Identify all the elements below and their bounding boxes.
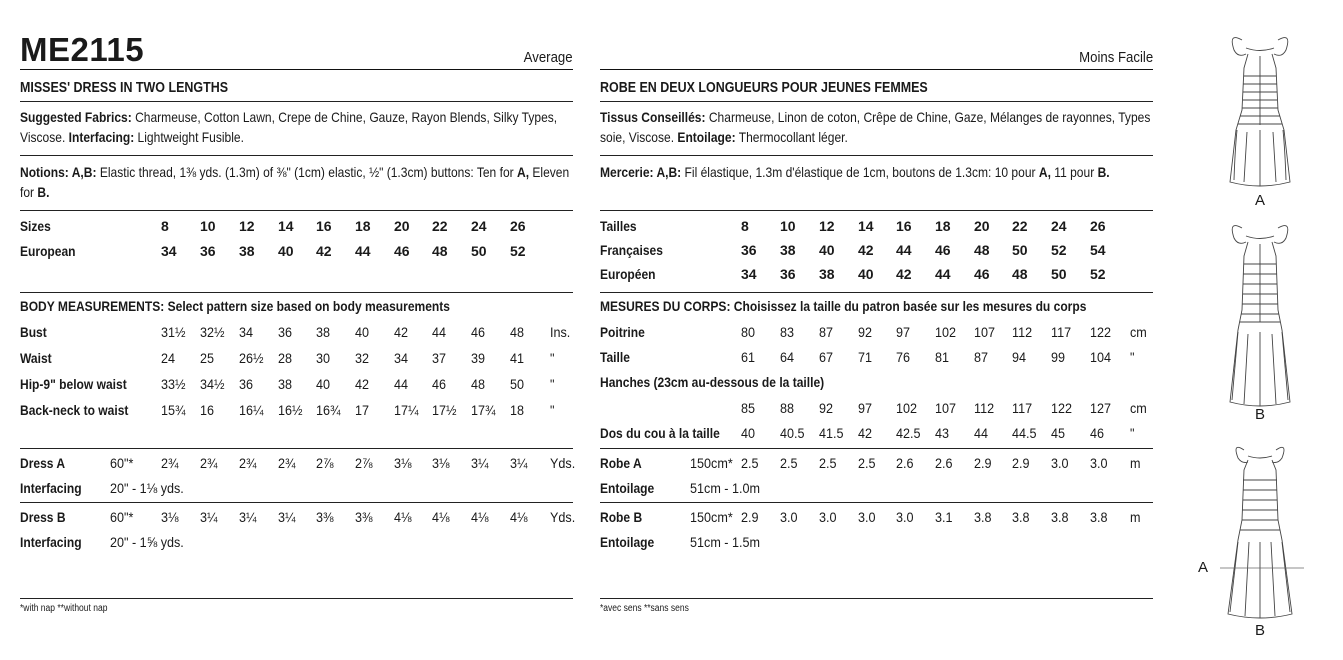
value-cell: 16¼ [239,402,264,418]
unit-label: Yds. [550,455,576,471]
unit-label: m [1130,509,1141,525]
row-label: Sizes [20,218,51,234]
body-measurements-heading: BODY MEASUREMENTS: Select pattern size based on body measurements [20,298,450,314]
interfacing-b-row [20,534,573,554]
yardage-cell: 3.0 [1090,455,1108,471]
notions-paragraph [20,162,570,202]
yardage-cell: 3¼ [471,455,489,471]
yardage-cell: 2.5 [780,455,798,471]
length-label-a: A [1198,559,1209,576]
entoilage-b-row [600,534,1153,554]
european-row [600,266,1153,286]
fabrics-paragraph [600,107,1150,147]
european-row [20,243,573,263]
yardage-cell: 3¼ [278,509,296,525]
size-cell: 24 [471,218,487,234]
size-cell: 46 [935,242,951,258]
sketch-label-b: B [1255,406,1266,423]
measurement-row [20,376,573,396]
dress-back-sketch [1228,447,1292,618]
value-cell: 34 [394,350,409,366]
divider [600,598,1153,599]
value-cell: 44 [394,376,409,392]
yardage-cell: 3⅛ [161,509,179,525]
measurement-row [600,324,1153,344]
yardage-cell: 3.8 [974,509,992,525]
notions-a: A, [1038,164,1051,180]
unit-label: m [1130,455,1141,471]
length-label-b: B [1255,622,1266,639]
size-cell: 44 [896,242,912,258]
size-cell: 12 [239,218,255,234]
size-cell: 48 [1012,266,1028,282]
yardage-cell: 2.6 [896,455,914,471]
size-cell: 14 [858,218,874,234]
interfacing-label: Entoilage: [677,129,736,145]
value-cell: 67 [819,349,834,365]
yardage-cell: 4⅛ [510,509,528,525]
value-cell: 42 [858,425,873,441]
size-cell: 44 [355,243,371,259]
row-label: Interfacing [20,534,82,550]
value-cell: 40 [741,425,756,441]
notions-paragraph [600,162,1150,182]
value-cell: 48 [510,324,525,340]
size-cell: 42 [896,266,912,282]
notions-text: Fil élastique, 1.3m d'élastique de 1cm, boutons de 1.3cm: 10 pour [684,164,1036,180]
value-cell: 36 [239,376,254,392]
value-cell: 17¼ [394,402,419,418]
notions-b: B. [37,184,50,200]
size-cell: 52 [1090,266,1106,282]
yardage-cell: 3¼ [510,455,528,471]
value-cell: 88 [780,400,795,416]
value-cell: 41.5 [819,425,844,441]
value-cell: 28 [278,350,293,366]
value-cell: 104 [1090,349,1112,365]
size-cell: 34 [741,266,757,282]
size-cell: 22 [432,218,448,234]
size-cell: 54 [1090,242,1106,258]
size-cell: 40 [858,266,874,282]
yardage-cell: 2.5 [858,455,876,471]
row-label: Robe A [600,455,642,471]
yardage-cell: 2¾ [239,455,257,471]
size-cell: 52 [510,243,526,259]
yardage-cell: 3¼ [239,509,257,525]
fabrics-text: Charmeuse, Linon de coton, Crêpe de Chine, Gaze, Mélanges de rayonnes, Types soie, Viscose. [600,109,1151,145]
value-cell: 87 [819,324,834,340]
value-cell: 99 [1051,349,1066,365]
size-cell: 20 [394,218,410,234]
value-cell: 24 [161,350,176,366]
value-cell: 40 [316,376,331,392]
yardage-cell: 2⅞ [355,455,373,471]
dress-a-sketch [1230,38,1290,186]
size-cell: 40 [819,242,835,258]
value-cell: 17½ [432,402,457,418]
value-cell: 122 [1051,400,1073,416]
garment-sketches [1180,0,1343,660]
pattern-title: MISSES' DRESS IN TWO LENGTHS [20,80,229,96]
value-cell: 92 [858,324,873,340]
value-cell: 18 [510,402,525,418]
value-cell: 97 [896,324,911,340]
value-cell: 37 [432,350,447,366]
interfacing-text: Lightweight Fusible. [137,129,244,145]
row-label: Françaises [600,242,663,258]
value-cell: 42 [394,324,409,340]
value-cell: 117 [1051,324,1072,340]
divider [20,598,573,599]
value-cell: 50 [510,376,525,392]
value-cell: 76 [896,349,911,365]
divider [600,155,1153,156]
value-cell: 38 [316,324,331,340]
value-cell: 33½ [161,376,186,392]
value-cell: 97 [858,400,873,416]
yardage-cell: 2.9 [1012,455,1030,471]
unit-label: cm [1130,324,1147,340]
row-label: Dress B [20,509,66,525]
size-cell: 18 [355,218,371,234]
interfacing-amount: 51cm - 1.0m [690,480,761,496]
value-cell: 41 [510,350,525,366]
value-cell: 39 [471,350,486,366]
unit-label: " [550,350,555,366]
row-label: Interfacing [20,480,82,496]
sizes-row [600,218,1153,238]
measurement-row [20,402,573,422]
value-cell: 30 [316,350,331,366]
value-cell: 36 [278,324,293,340]
row-label: Bust [20,324,47,340]
fabric-width: 150cm* [690,509,733,525]
divider [20,502,573,503]
fabrics-label: Suggested Fabrics: [20,109,132,125]
yardage-cell: 3⅛ [394,455,412,471]
size-cell: 48 [974,242,990,258]
yardage-cell: 4⅛ [394,509,412,525]
size-cell: 50 [471,243,487,259]
sizes-row [20,218,573,238]
fabrics-text: Charmeuse, Cotton Lawn, Crepe de Chine, Gauze, Rayon Blends, Silky Types, Viscose. [20,109,558,145]
value-cell: 127 [1090,400,1112,416]
value-cell: 46 [432,376,447,392]
unit-label: cm [1130,400,1147,416]
divider [600,292,1153,293]
row-label: Entoilage [600,480,655,496]
yardage-cell: 3.0 [780,509,798,525]
robe-b-row [600,509,1153,529]
row-label: Robe B [600,509,643,525]
value-cell: 46 [1090,425,1105,441]
value-cell: 25 [200,350,215,366]
yardage-cell: 3⅜ [355,509,373,525]
row-label: Hip-9" below waist [20,376,127,392]
row-label: Waist [20,350,52,366]
interfacing-amount: 51cm - 1.5m [690,534,761,550]
fabrics-paragraph [20,107,570,147]
divider [20,69,573,70]
interfacing-text: Thermocollant léger. [738,129,848,145]
value-cell: 80 [741,324,756,340]
yardage-cell: 2¾ [200,455,218,471]
pattern-number: ME2115 [20,31,145,68]
interfacing-amount: 20" - 1⅝ yds. [110,534,184,550]
unit-label: Ins. [550,324,571,340]
yardage-cell: 3.0 [819,509,837,525]
footnote: *with nap **without nap [20,603,108,614]
interfacing-a-row [20,480,573,500]
size-cell: 42 [858,242,874,258]
value-cell: 112 [1012,324,1033,340]
value-cell: 85 [741,400,756,416]
divider [20,210,573,211]
size-cell: 40 [278,243,294,259]
divider [600,69,1153,70]
yardage-cell: 3.8 [1051,509,1069,525]
size-cell: 8 [161,218,169,234]
size-cell: 46 [394,243,410,259]
divider [20,155,573,156]
value-cell: 16½ [278,402,303,418]
yardage-cell: 3.0 [858,509,876,525]
value-cell: 40.5 [780,425,805,441]
row-label: Hanches (23cm au-dessous de la taille) [600,374,825,390]
size-cell: 42 [316,243,332,259]
value-cell: 46 [471,324,486,340]
size-cell: 46 [974,266,990,282]
row-label: Européen [600,266,656,282]
value-cell: 81 [935,349,950,365]
yardage-cell: 2⅞ [316,455,334,471]
size-cell: 16 [896,218,912,234]
size-cell: 38 [780,242,796,258]
yardage-cell: 3.0 [896,509,914,525]
value-cell: 17 [355,402,370,418]
value-cell: 38 [278,376,293,392]
value-cell: 16¾ [316,402,341,418]
interfacing-amount: 20" - 1⅛ yds. [110,480,184,496]
row-label: European [20,243,76,259]
dress-b-sketch [1230,226,1290,406]
value-cell: 32 [355,350,370,366]
size-cell: 38 [239,243,255,259]
size-cell: 34 [161,243,177,259]
value-cell: 87 [974,349,989,365]
value-cell: 44.5 [1012,425,1037,441]
size-cell: 20 [974,218,990,234]
value-cell: 34½ [200,376,225,392]
value-cell: 40 [355,324,370,340]
difficulty-level: Average [524,49,573,66]
value-cell: 71 [858,349,873,365]
fabric-width: 150cm* [690,455,733,471]
size-cell: 12 [819,218,835,234]
row-label: Dos du cou à la taille [600,425,720,441]
value-cell: 48 [471,376,486,392]
value-cell: 42 [355,376,370,392]
value-cell: 112 [974,400,995,416]
size-cell: 18 [935,218,951,234]
row-label: Entoilage [600,534,655,550]
divider [20,101,573,102]
notions-text: Elastic thread, 1⅜ yds. (1.3m) of ⅜" (1cm) elastic, ½" (1.3cm) buttons: Ten for [99,164,514,180]
row-label: Taille [600,349,630,365]
size-cell: 36 [780,266,796,282]
divider [20,292,573,293]
unit-label: " [550,402,555,418]
yardage-cell: 4⅛ [471,509,489,525]
size-cell: 50 [1012,242,1028,258]
size-cell: 16 [316,218,332,234]
size-cell: 48 [432,243,448,259]
size-cell: 10 [780,218,796,234]
yardage-cell: 2.5 [741,455,759,471]
value-cell: 107 [935,400,957,416]
notions-mid: Eleven for [20,164,570,200]
yardage-cell: 3¼ [200,509,218,525]
unit-label: " [1130,349,1135,365]
entoilage-a-row [600,480,1153,500]
fabrics-label: Tissus Conseillés: [600,109,706,125]
divider [20,448,573,449]
value-cell: 43 [935,425,950,441]
yardage-cell: 2¾ [161,455,179,471]
value-cell: 34 [239,324,254,340]
value-cell: 17¾ [471,402,496,418]
yardage-cell: 3.1 [935,509,953,525]
yardage-cell: 3⅛ [432,455,450,471]
robe-a-row [600,455,1153,475]
interfacing-label: Interfacing: [68,129,135,145]
francaises-row [600,242,1153,262]
size-cell: 26 [1090,218,1106,234]
yardage-cell: 3⅜ [316,509,334,525]
value-cell: 107 [974,324,996,340]
value-cell: 117 [1012,400,1033,416]
row-label: Poitrine [600,324,645,340]
size-cell: 36 [741,242,757,258]
dress-b-row [20,509,576,529]
measurement-row [600,349,1153,369]
difficulty-level: Moins Facile [1078,49,1153,66]
value-cell: 45 [1051,425,1066,441]
value-cell: 83 [780,324,795,340]
body-measurements-heading: MESURES DU CORPS: Choisissez la taille du patron basée sur les mesures du corps [600,298,1087,314]
fabric-width: 60"* [110,509,134,525]
yardage-cell: 3.8 [1090,509,1108,525]
size-cell: 50 [1051,266,1067,282]
notions-a: A, [516,164,530,180]
value-cell: 122 [1090,324,1112,340]
measurement-row [600,400,1153,420]
value-cell: 102 [896,400,918,416]
size-cell: 24 [1051,218,1067,234]
size-cell: 10 [200,218,216,234]
yardage-cell: 2.9 [741,509,759,525]
dress-a-row [20,455,576,475]
yardage-cell: 2¾ [278,455,296,471]
notions-mid: 11 pour [1054,164,1095,180]
unit-label: Yds. [550,509,576,525]
size-cell: 52 [1051,242,1067,258]
notions-b: B. [1097,164,1110,180]
divider [600,448,1153,449]
yardage-cell: 3.8 [1012,509,1030,525]
size-cell: 8 [741,218,749,234]
size-cell: 44 [935,266,951,282]
divider [600,502,1153,503]
divider [600,101,1153,102]
value-cell: 102 [935,324,957,340]
size-cell: 22 [1012,218,1028,234]
yardage-cell: 2.5 [819,455,837,471]
notions-label: Notions: A,B: [20,164,97,180]
size-cell: 38 [819,266,835,282]
value-cell: 94 [1012,349,1027,365]
measurement-row [20,350,573,370]
fabric-width: 60"* [110,455,134,471]
value-cell: 16 [200,402,215,418]
measurement-row [600,425,1153,445]
yardage-cell: 4⅛ [432,509,450,525]
value-cell: 61 [741,349,756,365]
notions-label: Mercerie: A,B: [600,164,682,180]
sketch-label-a: A [1255,192,1266,209]
value-cell: 44 [432,324,447,340]
unit-label: " [550,376,555,392]
value-cell: 44 [974,425,989,441]
value-cell: 31½ [161,324,186,340]
value-cell: 15¾ [161,402,186,418]
yardage-cell: 3.0 [1051,455,1069,471]
value-cell: 42.5 [896,425,921,441]
footnote: *avec sens **sans sens [600,603,689,614]
size-cell: 14 [278,218,294,234]
value-cell: 64 [780,349,795,365]
row-label: Dress A [20,455,66,471]
value-cell: 92 [819,400,834,416]
yardage-cell: 2.9 [974,455,992,471]
divider [600,210,1153,211]
unit-label: " [1130,425,1135,441]
hanches-label-row [600,374,1153,394]
row-label: Back-neck to waist [20,402,129,418]
value-cell: 26½ [239,350,264,366]
size-cell: 36 [200,243,216,259]
pattern-title: ROBE EN DEUX LONGUEURS POUR JEUNES FEMMES [600,80,928,96]
value-cell: 32½ [200,324,225,340]
measurement-row [20,324,573,344]
yardage-cell: 2.6 [935,455,953,471]
row-label: Tailles [600,218,637,234]
size-cell: 26 [510,218,526,234]
